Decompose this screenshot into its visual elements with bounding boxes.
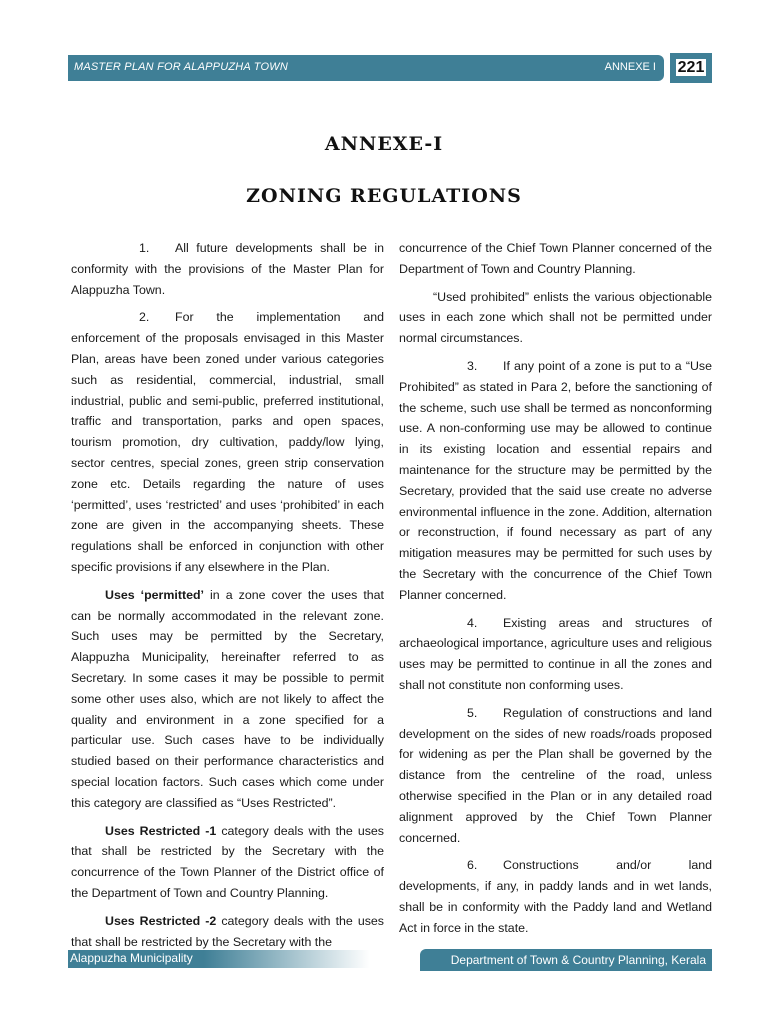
bold-term: Uses Restricted -2	[105, 913, 217, 928]
paragraph-3	[399, 356, 712, 606]
paragraph-text: Constructions and/or land developments, if any, in paddy lands and in wet lands, shall be in conformity with the Paddy land and Wetland Act in force in the state.	[399, 858, 712, 935]
paragraph-uses-permitted	[71, 585, 384, 814]
paragraph-5	[399, 703, 712, 849]
footer-department: Department of Town & Country Planning, Kerala	[450, 953, 706, 967]
paragraph-number: 3.	[467, 358, 478, 373]
footer-department-bar	[420, 949, 712, 971]
left-column	[71, 238, 384, 959]
paragraph-number: 4.	[467, 615, 478, 630]
header-annex-label: ANNEXE I	[604, 61, 656, 73]
paragraph-6	[399, 855, 712, 938]
header-title: MASTER PLAN FOR ALAPPUZHA TOWN	[74, 61, 289, 73]
paragraph-1	[71, 238, 384, 300]
paragraph-uses-restricted-1	[71, 821, 384, 904]
paragraph-text: category deals with the uses that shall be restricted by the Secretary with the	[71, 913, 384, 949]
paragraph-text: For the implementation and enforcement of the proposals envisaged in this Master Plan, areas have been zoned under various categories such as residential, commercial, industrial, small industrial, public and semi-public, preferred institutional, traffic and transportation, parks and open spaces, tourism promotion, dry cultivation, paddy/low lying, sector centres, special zones, green strip conservation zone etc. Details regarding the nature of uses ‘permitted’, uses ‘restricted’ and uses ‘prohibited’ in each zone are given in the accompanying sheets. These regulations shall be enforced in conjunction with other specific provisions if any elsewhere in the Plan.	[71, 310, 384, 574]
paragraph-text: in a zone cover the uses that can be normally accommodated in the relevant zone. Such uses may be permitted by the Secretary, Alappuzha Municipality, hereinafter referred to as Secretary. In some cases it may be possible to permit some other uses also, which are not likely to affect the quality and environment in a zone specified for a particular use. Such cases have to be individually studied based on their performance characteristics and special location factors. Such cases which come under this category are classified as “Uses Restricted”.	[71, 587, 384, 810]
page-number: 221	[677, 59, 705, 76]
paragraph-uses-restricted-2	[71, 911, 384, 953]
header-bar	[68, 55, 664, 81]
bold-term: Uses Restricted -1	[105, 823, 217, 838]
paragraph-text: Existing areas and structures of archaeological importance, agriculture uses and religious uses may be permitted to continue in all the zones and shall not constitute non conforming uses.	[399, 615, 712, 692]
page-number-box	[670, 53, 712, 83]
paragraph-text: If any point of a zone is put to a “Use Prohibited” as stated in Para 2, before the sanctioning of the scheme, such use shall be termed as nonconforming use. A non-conforming use may be allowed to continue in its existing location and essential repairs and maintenance for the structure may be permitted by the Secretary, provided that the said use create no adverse environmental influence in the zone. Addition, alternation or reconstruction, if found necessary as part of any mitigation measures may be permitted for such uses by the Secretary with the concurrence of the Chief Town Planner concerned.	[399, 358, 712, 602]
paragraph-text: category deals with the uses that shall be restricted by the Secretary with the concurrence of the Town Planner of the District office of the Department of Town and Country Planning.	[71, 823, 384, 900]
paragraph-number: 2.	[139, 310, 150, 325]
paragraph-uses-prohibited: “Used prohibited” enlists the various objectionable uses in each zone which shall not be permitted under normal circumstances.	[399, 289, 712, 346]
footer-municipality: Alappuzha Municipality	[68, 950, 370, 968]
paragraph-number: 6.	[467, 858, 478, 873]
paragraph-number: 1.	[139, 241, 150, 255]
paragraph-continued: concurrence of the Chief Town Planner concerned of the Department of Town and Country Planning.	[399, 241, 712, 276]
bold-term: Uses ‘permitted’	[105, 587, 204, 602]
right-column	[399, 238, 712, 946]
paragraph-text: All future developments shall be in conformity with the provisions of the Master Plan for Alappuzha Town.	[71, 241, 384, 297]
paragraph-4	[399, 613, 712, 696]
annex-title: ANNEXE-I	[324, 133, 444, 155]
main-title: ZONING REGULATIONS	[246, 185, 522, 207]
paragraph-number: 5.	[467, 705, 478, 720]
paragraph-text: Regulation of constructions and land development on the sides of new roads/roads proposed for widening as per the Plan shall be governed by the distance from the centreline of the road, unless otherwise specified in the Plan or in any detailed road alignment approved by the Chief Town Planner concerned.	[399, 705, 712, 845]
paragraph-2	[71, 307, 384, 577]
